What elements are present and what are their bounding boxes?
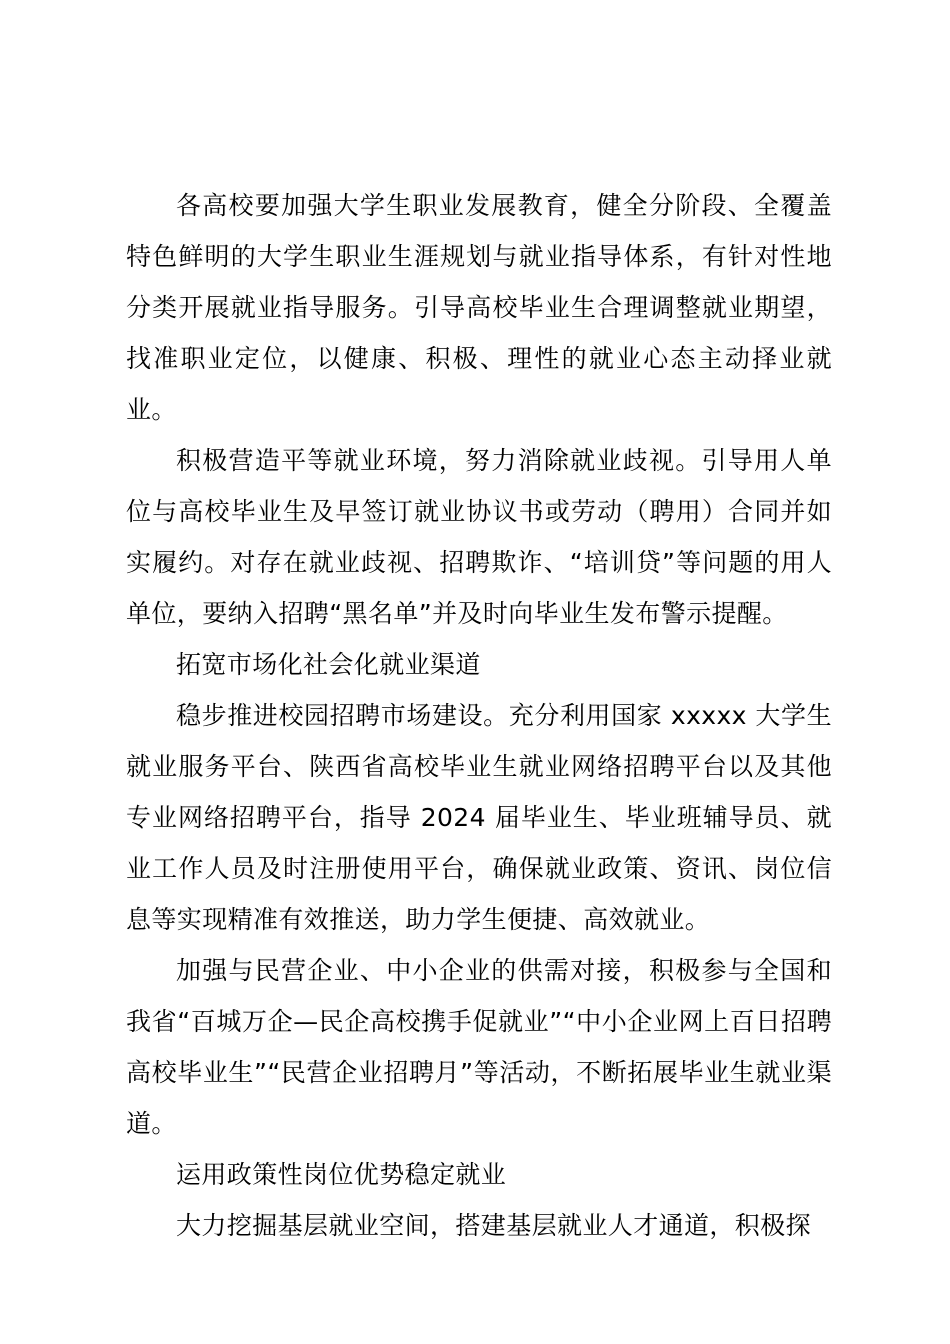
document-body: [126, 180, 832, 1251]
paragraph-campus-recruitment: 稳步推进校园招聘市场建设。充分利用国家 xxxxx 大学生就业服务平台、陕西省高校毕业生就业网络招聘平台以及其他专业网络招聘平台，指导 2024 届毕业生、毕业班辅导员、就业工作人员及时注册使用平台，确保就业政策、资讯、岗位信息等实现精准有效推送，助力学生便捷、高效就业。: [126, 701, 832, 934]
paragraph-private-enterprises: 加强与民营企业、中小企业的供需对接，积极参与全国和我省“百城万企—民企高校携手促就业”“中小企业网上百日招聘高校毕业生”“民营企业招聘月”等活动，不断拓展毕业生就业渠道。: [126, 956, 832, 1138]
paragraph-career-guidance: 各高校要加强大学生职业发展教育，健全分阶段、全覆盖特色鲜明的大学生职业生涯规划与就业指导体系，有针对性地分类开展就业指导服务。引导高校毕业生合理调整就业期望，找准职业定位，以健康、积极、理性的就业心态主动择业就业。: [126, 191, 832, 424]
paragraph-fair-employment: 积极营造平等就业环境，努力消除就业歧视。引导用人单位与高校毕业生及早签订就业协议书或劳动（聘用）合同并如实履约。对存在就业歧视、招聘欺诈、“培训贷”等问题的用人单位，要纳入招聘“黑名单”并及时向毕业生发布警示提醒。: [126, 446, 832, 628]
section-heading-market-channels: 拓宽市场化社会化就业渠道: [176, 650, 481, 679]
section-heading-policy-positions: 运用政策性岗位优势稳定就业: [176, 1160, 507, 1189]
paragraph-grassroots-employment: 大力挖掘基层就业空间，搭建基层就业人才通道，积极探: [176, 1211, 812, 1240]
